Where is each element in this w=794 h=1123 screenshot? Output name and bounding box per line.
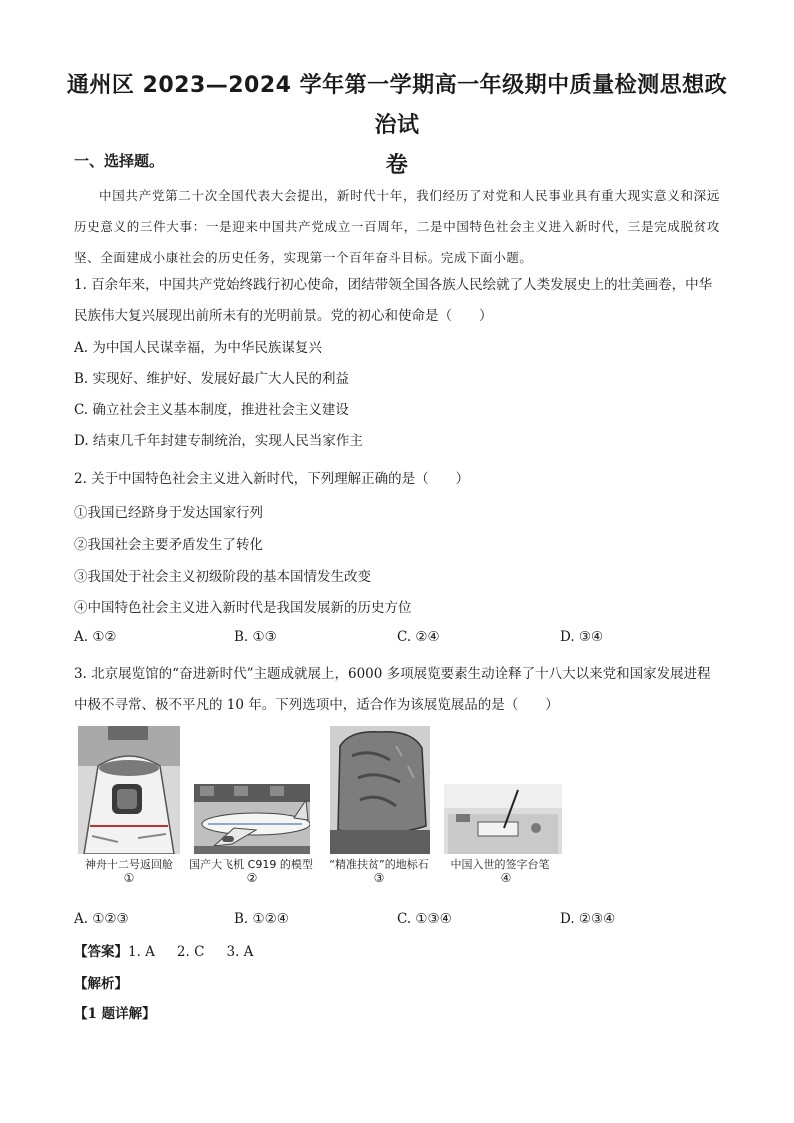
q2-option-b: B. ①③ — [234, 629, 277, 645]
photo-2-caption: 国产大飞机 C919 的模型 — [189, 858, 313, 871]
q1-option-d: D. 结束几千年封建专制统治，实现人民当家作主 — [74, 433, 363, 449]
q2-option-c: C. ②④ — [397, 629, 440, 645]
photo-2-number: ② — [246, 871, 258, 885]
section-heading: 一、选择题。 — [74, 152, 165, 170]
detail-label: 【1 题详解】 — [74, 1006, 156, 1022]
q1-option-c: C. 确立社会主义基本制度，推进社会主义建设 — [74, 402, 349, 418]
photo-3-caption: “精准扶贫”的地标石 — [329, 858, 429, 871]
photo-c919-model — [194, 784, 310, 858]
answer-label: 【答案】 — [74, 944, 128, 960]
photo-1-number: ① — [123, 871, 135, 885]
answer-2: 2. C — [176, 944, 205, 960]
q3-option-b: B. ①②④ — [234, 911, 289, 927]
q2-item-4: ④中国特色社会主义进入新时代是我国发展新的历史方位 — [74, 600, 412, 616]
q2-option-a: A. ①② — [74, 629, 117, 645]
question-3-stem: 3. 北京展览馆的“奋进新时代”主题成就展上，6000 多项展览要素生动诠释了十八大以来党和国家发展进程中极不寻常、极不平凡的 10 年。下列选项中，适合作为该展览展品的是（ ） — [74, 666, 711, 713]
photo-landmark-stone — [330, 726, 430, 858]
question-2-stem: 2. 关于中国特色社会主义进入新时代，下列理解正确的是（ ） — [74, 471, 470, 487]
answer-key — [74, 940, 253, 960]
q2-item-2: ②我国社会主要矛盾发生了转化 — [74, 537, 263, 553]
q1-option-b: B. 实现好、维护好、发展好最广大人民的利益 — [74, 371, 350, 387]
answer-1: 1. A — [128, 944, 155, 960]
q3-option-a: A. ①②③ — [74, 911, 129, 927]
photo-3-number: ③ — [373, 871, 385, 885]
q3-option-d: D. ②③④ — [560, 911, 616, 927]
photo-1-caption: 神舟十二号返回舱 — [85, 858, 173, 871]
photo-signing-pen — [444, 784, 562, 858]
reading-passage: 中国共产党第二十次全国代表大会提出，新时代十年，我们经历了对党和人民事业具有重大现实意义和深远历史意义的三件大事：一是迎来中国共产党成立一百周年，二是中国特色社会主义进入新时代，三是完成脱贫攻坚、全面建成小康社会的历史任务，实现第一个百年奋斗目标。完成下面小题。 — [74, 188, 720, 265]
q2-option-d: D. ③④ — [560, 629, 604, 645]
q3-option-c: C. ①③④ — [397, 911, 452, 927]
analysis-label: 【解析】 — [74, 976, 128, 992]
q2-item-3: ③我国处于社会主义初级阶段的基本国情发生改变 — [74, 569, 371, 585]
title-line-2: 卷 — [385, 153, 409, 178]
exhibit-photos — [74, 722, 574, 892]
question-1-stem: 1. 百余年来，中国共产党始终践行初心使命，团结带领全国各族人民绘就了人类发展史上的壮美画卷，中华民族伟大复兴展现出前所未有的光明前景。党的初心和使命是（ ） — [74, 277, 713, 324]
q2-item-1: ①我国已经跻身于发达国家行列 — [74, 505, 263, 521]
photo-shenzhou-capsule — [78, 726, 180, 858]
q1-option-a: A. 为中国人民谋幸福，为中华民族谋复兴 — [74, 340, 322, 356]
photo-4-number: ④ — [500, 871, 512, 885]
title-line-1: 通州区 2023—2024 学年第一学期高一年级期中质量检测思想政治试 — [66, 73, 728, 138]
answer-3: 3. A — [226, 944, 254, 960]
photo-4-caption: 中国入世的签字台笔 — [450, 858, 550, 871]
